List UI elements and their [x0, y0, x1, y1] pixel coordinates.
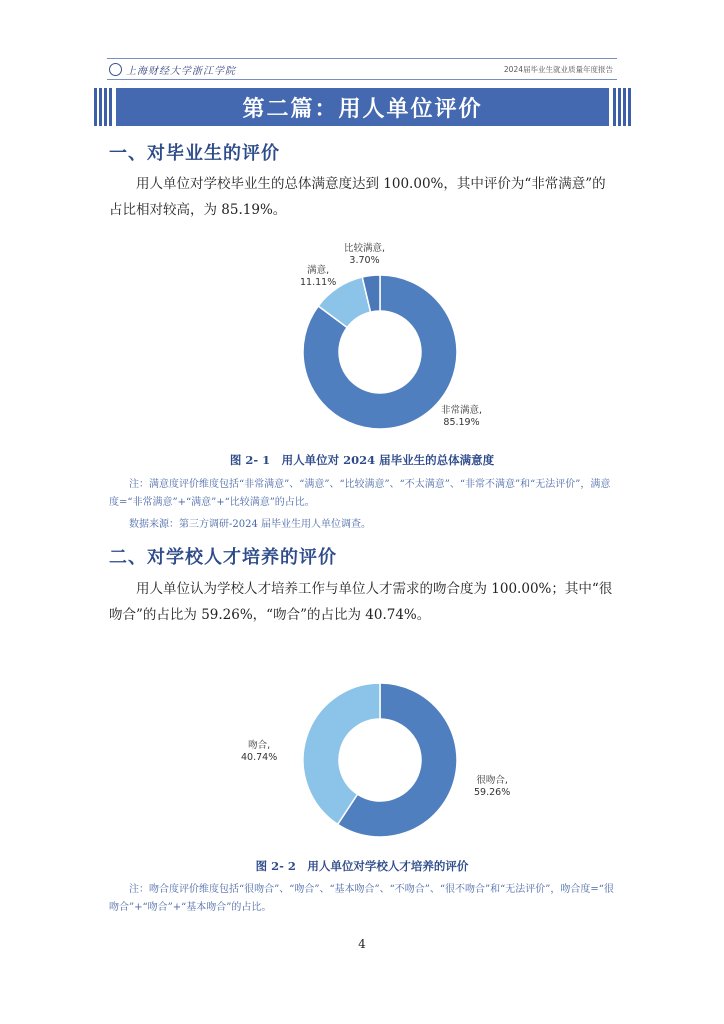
- banner-right-stripes: [613, 88, 631, 126]
- slice-name: 比较满意: [344, 243, 383, 254]
- slice-name: 吻合: [248, 740, 268, 751]
- page-number: 4: [358, 937, 366, 951]
- banner-left-stripes: [94, 88, 112, 126]
- slice-value: 59.26%: [474, 787, 511, 798]
- page-header: [107, 58, 617, 80]
- school-logo: [109, 61, 339, 78]
- figure-note-1: 注：满意度评价维度包括“非常满意”、“满意”、“比较满意”、“不太满意”、“非常不满意”和“无法评价”，满意度=“非常满意”+“满意”+“比较满意”的占比。: [109, 479, 611, 508]
- section-paragraph-1: 用人单位对学校毕业生的总体满意度达到 100.00%，其中评价为“非常满意”的占比相对较高，为 85.19%。: [109, 176, 606, 218]
- figure-caption-2: 图 2- 2 用人单位对学校人才培养的评价: [255, 859, 469, 873]
- slice-label-wenhe: 吻合, 40.74%: [241, 740, 278, 763]
- report-title: 2024届毕业生就业质量年度报告: [503, 65, 613, 74]
- chapter-title: 第二篇：用人单位评价: [242, 96, 483, 122]
- slice-value: 40.74%: [241, 752, 278, 763]
- slice-name: 很吻合: [476, 775, 505, 786]
- section-paragraph-2: 用人单位认为学校人才培养工作与单位人才需求的吻合度为 100.00%；其中“很吻合”的占比为 59.26%，“吻合”的占比为 40.74%。: [109, 581, 613, 623]
- fit-donut-chart: [300, 680, 460, 840]
- slice-label-feichang: 非常满意, 85.19%: [441, 405, 483, 428]
- slice-value: 3.70%: [349, 255, 380, 266]
- slice-name: 非常满意: [441, 405, 480, 416]
- slice-value: 85.19%: [443, 417, 480, 428]
- header-bottom-rule: [107, 79, 617, 80]
- school-name: 上海财经大学浙江学院: [126, 66, 236, 77]
- slice-name: 满意: [307, 265, 327, 276]
- section-heading-1: 一、对毕业生的评价: [109, 143, 280, 164]
- figure-note-2: 注：吻合度评价维度包括“很吻合”、“吻合”、“基本吻合”、“不吻合”、“很不吻合”和“无法评价”，吻合度=“很吻合”+“吻合”+“基本吻合”的占比。: [109, 884, 614, 913]
- satisfaction-donut-chart: [300, 272, 460, 432]
- section-heading-2: 二、对学校人才培养的评价: [109, 547, 337, 568]
- data-source: 数据来源：第三方调研-2024 届毕业生用人单位调查。: [129, 519, 372, 530]
- chapter-banner: [94, 88, 631, 126]
- slice-label-henwenhe: 很吻合, 59.26%: [474, 775, 511, 798]
- slice-value: 11.11%: [300, 277, 337, 288]
- slice-label-bijiao: 比较满意, 3.70%: [344, 243, 386, 266]
- school-seal-icon: [109, 63, 122, 76]
- header-top-rule: [107, 58, 617, 59]
- figure-caption-1: 图 2- 1 用人单位对 2024 届毕业生的总体满意度: [229, 453, 495, 467]
- slice-label-manyi: 满意, 11.11%: [300, 265, 337, 288]
